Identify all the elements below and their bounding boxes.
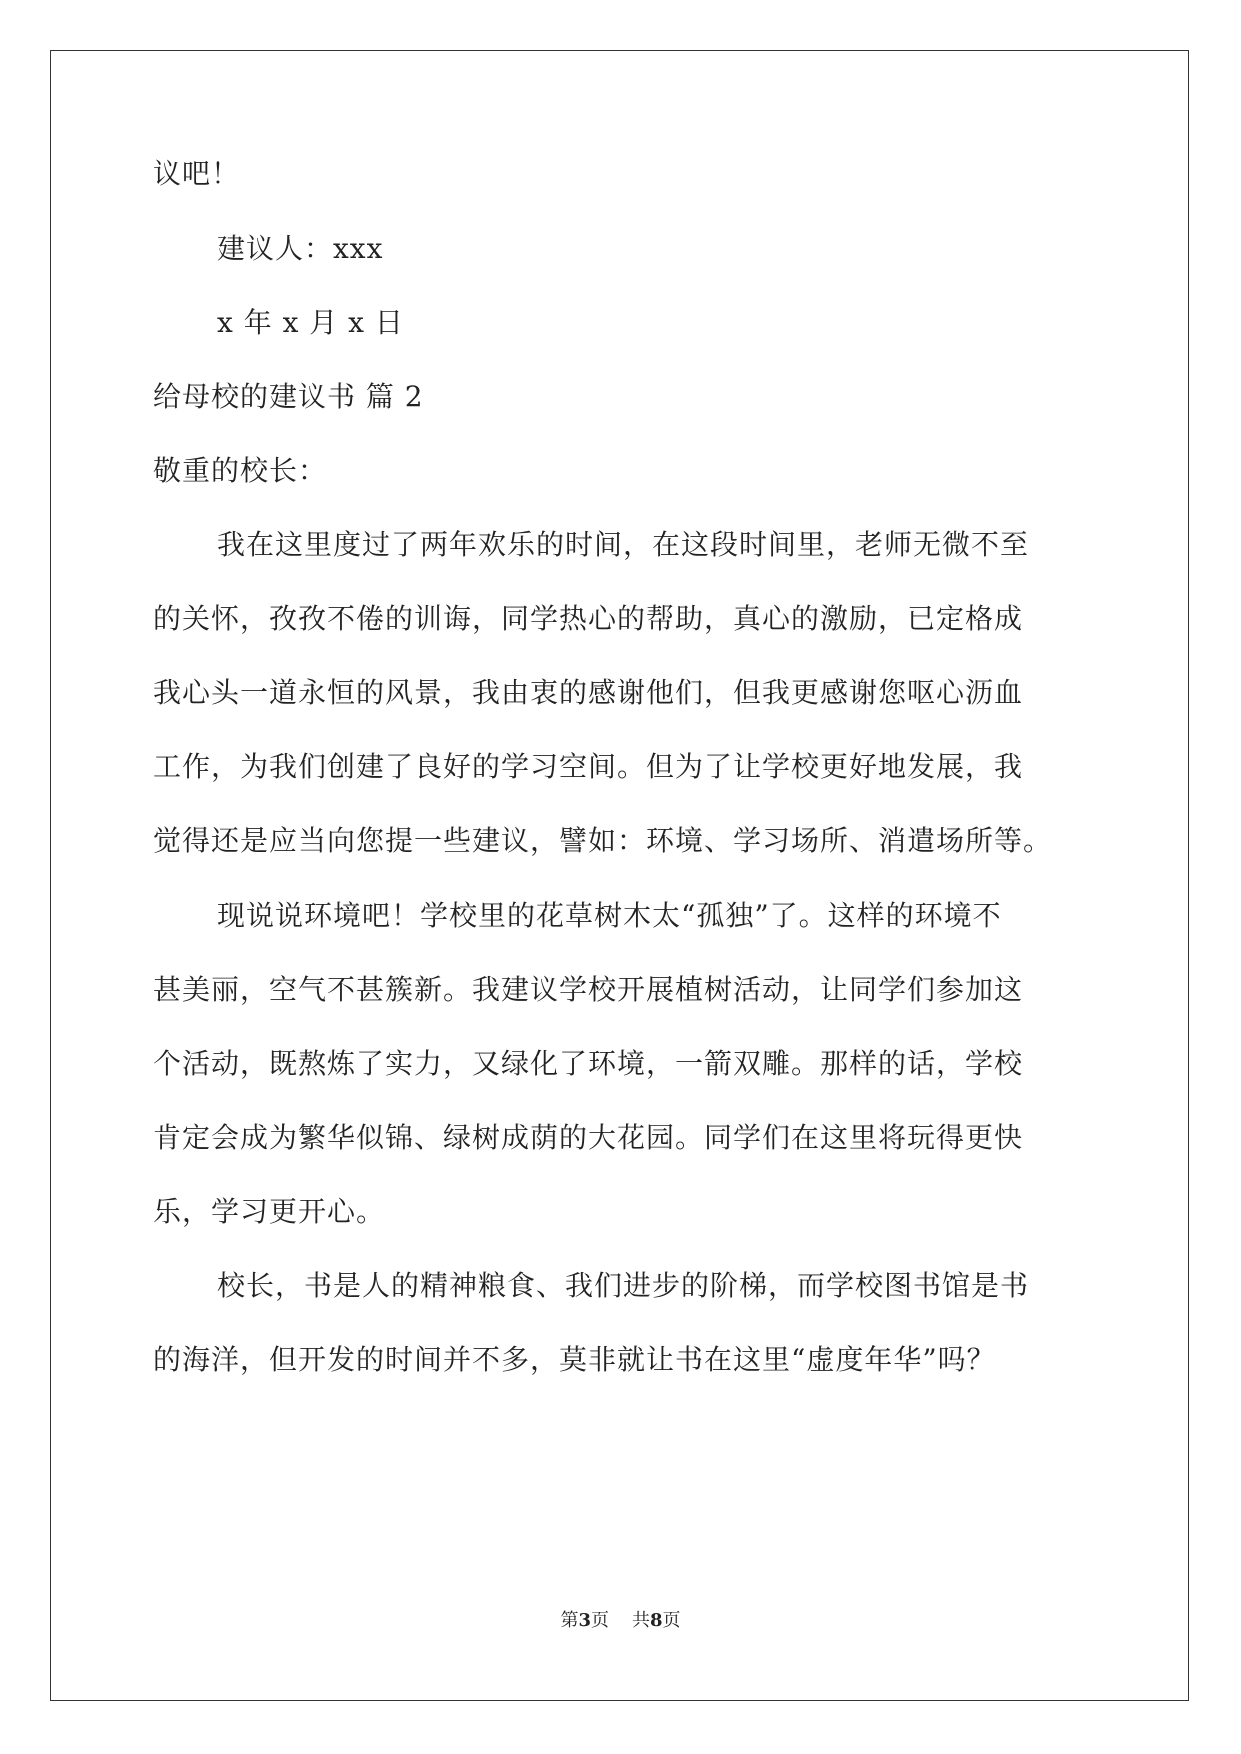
page-border (50, 50, 1189, 1701)
text-line: 觉得还是应当向您提一些建议，譬如：环境、学习场所、消遣场所等。 (153, 824, 1053, 857)
total-prefix: 共 (631, 1610, 650, 1631)
text-line: 校长，书是人的精神粮食、我们进步的阶梯，而学校图书馆是书 (217, 1269, 1030, 1302)
page-suffix: 页 (591, 1610, 610, 1631)
page-current: 3 (578, 1610, 592, 1631)
date-line: x 年 x 月 x 日 (217, 306, 404, 339)
text-line: 的海洋，但开发的时间并不多，莫非就让书在这里“虚度年华”吗？ (153, 1343, 996, 1376)
text-line: 的关怀，孜孜不倦的训诲，同学热心的帮助，真心的激励，已定格成 (153, 602, 1024, 635)
text-line: 工作，为我们创建了良好的学习空间。但为了让学校更好地发展，我 (153, 750, 1024, 783)
page-footer (0, 1609, 1241, 1633)
total-suffix: 页 (662, 1610, 681, 1631)
text-line: 肯定会成为繁华似锦、绿树成荫的大花园。同学们在这里将玩得更快 (153, 1121, 1024, 1154)
text-line: 个活动，既熬炼了实力，又绿化了环境，一箭双雕。那样的话，学校 (153, 1047, 1024, 1080)
salutation: 敬重的校长： (153, 454, 328, 487)
text-line: 甚美丽，空气不甚簇新。我建议学校开展植树活动，让同学们参加这 (153, 973, 1024, 1006)
page-prefix: 第 (560, 1610, 579, 1631)
text-line: 我在这里度过了两年欢乐的时间，在这段时间里，老师无微不至 (217, 528, 1030, 561)
text-line: 我心头一道永恒的风景，我由衷的感谢他们，但我更感谢您呕心沥血 (153, 676, 1024, 709)
page-total: 8 (649, 1610, 663, 1631)
text-line: 乐，学习更开心。 (153, 1195, 386, 1228)
section-heading: 给母校的建议书 篇 2 (153, 380, 424, 413)
signer-line: 建议人：xxx (217, 232, 384, 265)
text-line: 议吧！ (153, 157, 241, 190)
text-line: 现说说环境吧！学校里的花草树木太“孤独”了。这样的环境不 (217, 899, 1002, 932)
